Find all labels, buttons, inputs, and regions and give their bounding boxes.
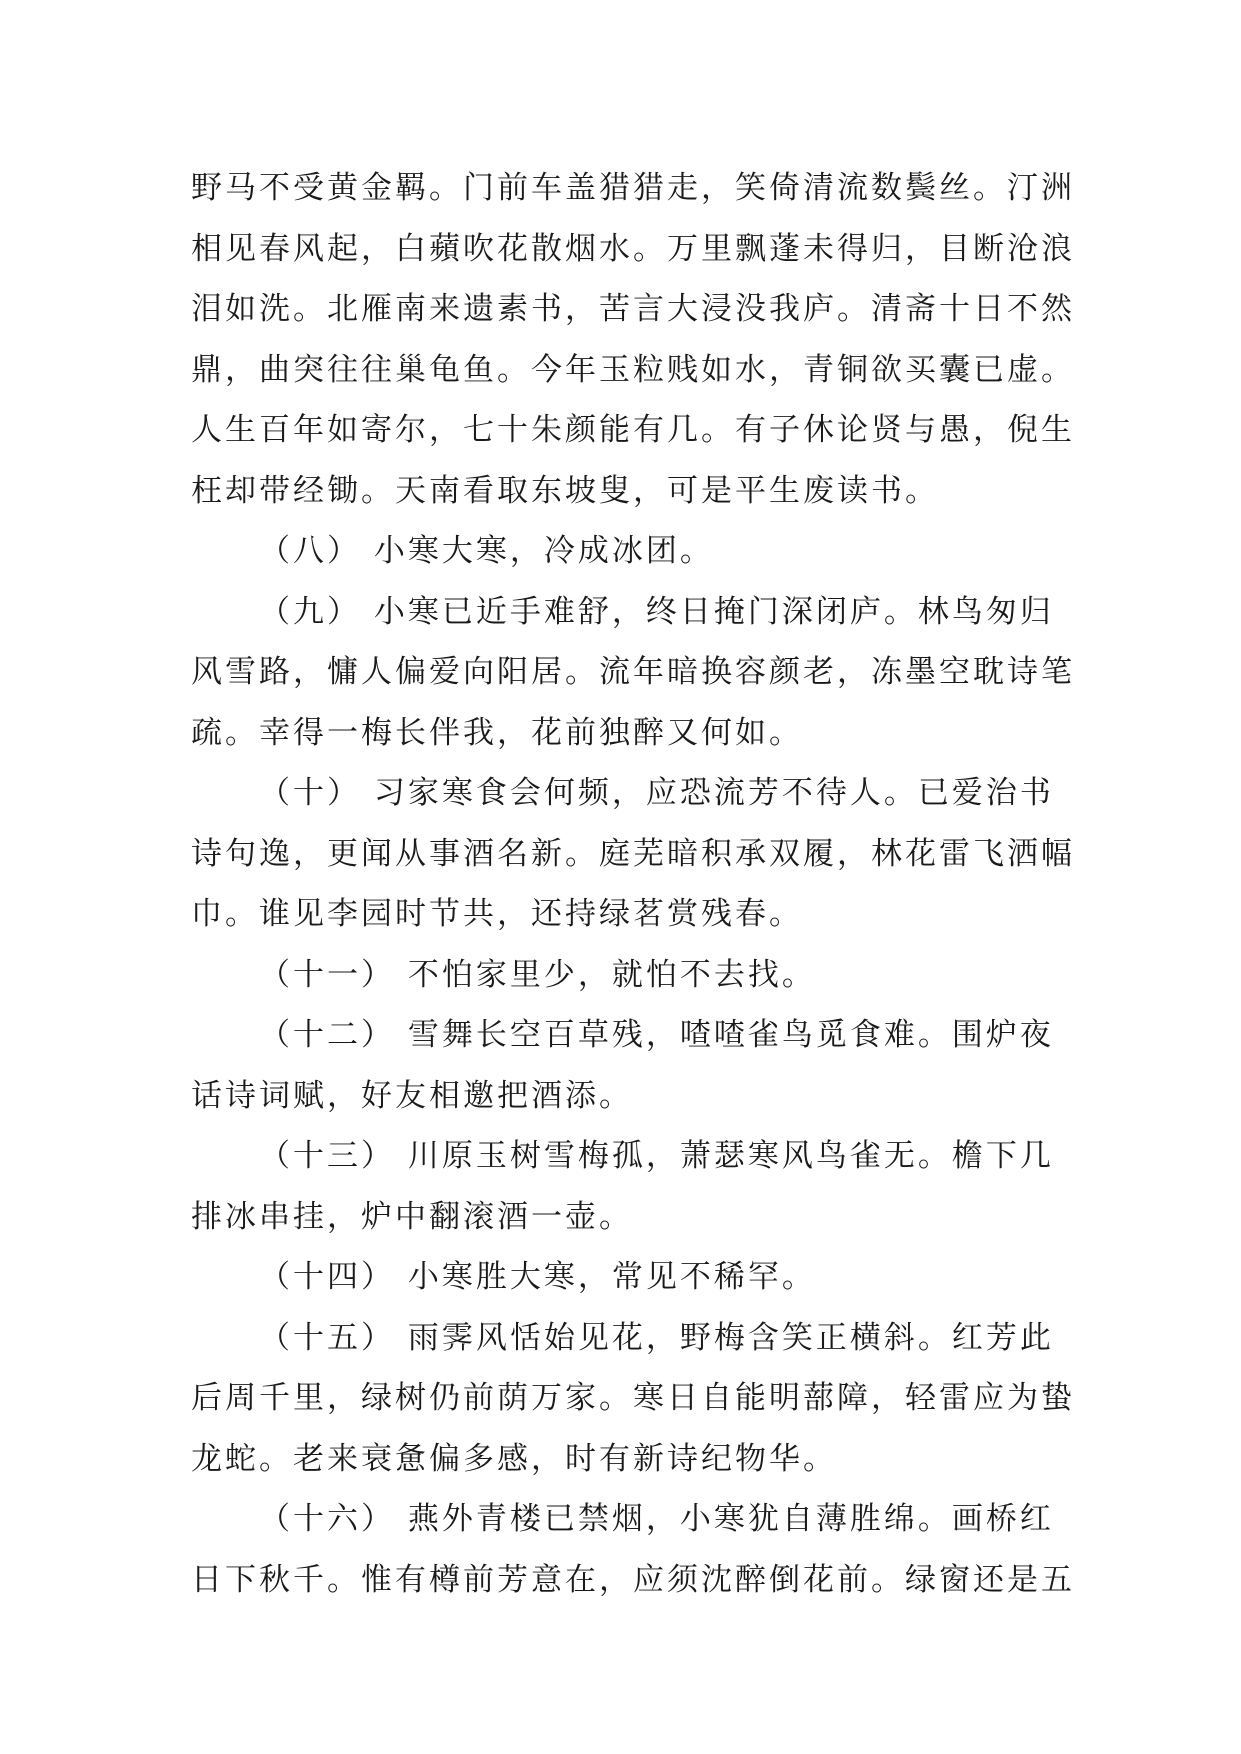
text-line: 诗句逸，更闻从事酒名新。庭芜暗积承双履，林花雷飞洒幅 [191, 835, 1075, 872]
section-10-line: （十） 习家寒食会何频，应恐流芳不待人。已爱治书 [259, 775, 1054, 811]
text-line: 疏。幸得一梅长伴我，花前独醉又何如。 [191, 714, 803, 751]
text-line: 野马不受黄金羁。门前车盖猎猎走，笑倚清流数鬓丝。汀洲 [191, 170, 1075, 206]
section-11-line: （十一） 不怕家里少，就怕不去找。 [259, 956, 816, 993]
section-12-line: （十二） 雪舞长空百草残，喳喳雀鸟觅食难。围炉夜 [259, 1017, 1054, 1053]
text-line: 风雪路，慵人偏爱向阳居。流年暗换容颜老，冻墨空耽诗笔 [191, 654, 1075, 690]
text-line: 鼎，曲突往往巢龟鱼。今年玉粒贱如水，青铜欲买囊已虚。 [191, 351, 1075, 388]
text-line: 人生百年如寄尔，七十朱颜能有几。有子休论贤与愚，倪生 [191, 412, 1075, 448]
text-line: 巾。谁见李园时节共，还持绿茗赏残春。 [191, 896, 803, 932]
text-line: 话诗词赋，好友相邀把酒添。 [191, 1077, 633, 1114]
text-line: 枉却带经锄。天南看取东坡叟，可是平生废读书。 [191, 472, 939, 509]
text-line: 后周千里，绿树仍前荫万家。寒日自能明蔀障，轻雷应为蛰 [191, 1380, 1075, 1416]
section-14-line: （十四） 小寒胜大寒，常见不稀罕。 [259, 1259, 816, 1295]
section-15-line: （十五） 雨霁风恬始见花，野梅含笑正横斜。红芳此 [259, 1319, 1054, 1356]
section-9-line: （九） 小寒已近手难舒，终日掩门深闭庐。林鸟匆归 [259, 593, 1054, 630]
text-line: 相见春风起，白蘋吹花散烟水。万里飘蓬未得归，目断沧浪 [191, 230, 1075, 267]
document-body [191, 158, 1075, 1610]
text-line: 龙蛇。老来衰惫偏多感，时有新诗纪物华。 [191, 1440, 837, 1477]
text-line: 排冰串挂，炉中翻滚酒一壶。 [191, 1198, 633, 1235]
text-line: 日下秋千。惟有樽前芳意在，应须沈醉倒花前。绿窗还是五 [191, 1561, 1075, 1598]
section-8-line: （八） 小寒大寒，冷成冰团。 [259, 533, 714, 569]
text-line: 泪如洗。北雁南来遗素书，苦言大浸没我庐。清斋十日不然 [191, 291, 1075, 327]
section-13-line: （十三） 川原玉树雪梅孤，萧瑟寒风鸟雀无。檐下几 [259, 1138, 1054, 1174]
section-16-line: （十六） 燕外青楼已禁烟，小寒犹自薄胜绵。画桥红 [259, 1501, 1054, 1537]
